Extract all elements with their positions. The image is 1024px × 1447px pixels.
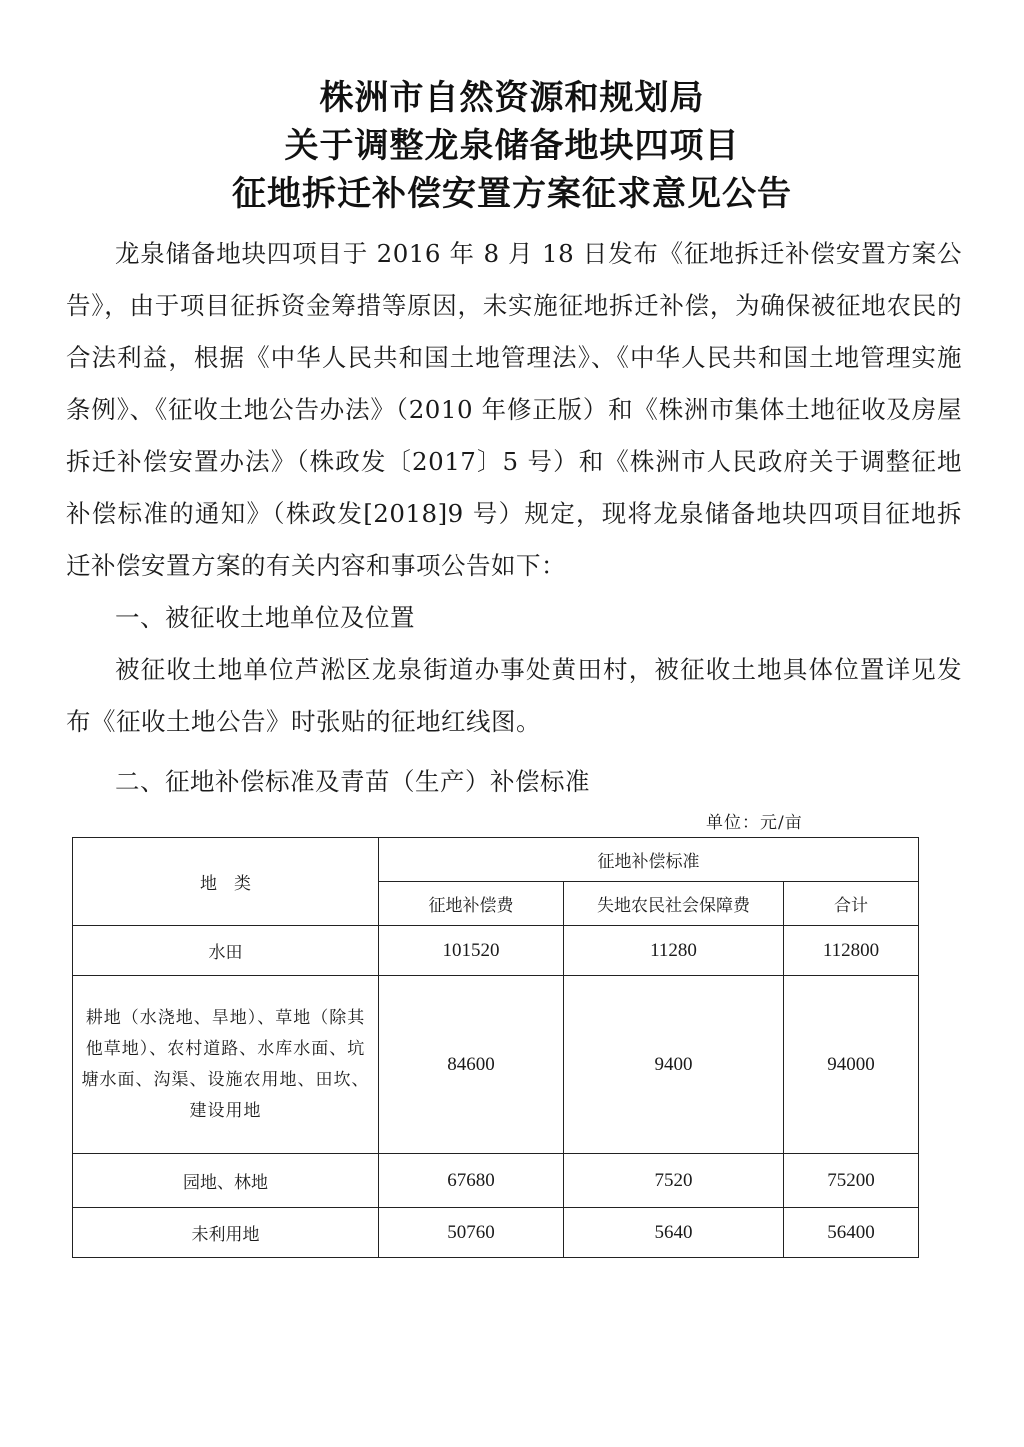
title-line-2: 关于调整龙泉储备地块四项目 bbox=[284, 126, 740, 166]
land-type-cell: 耕地（水浇地、旱地）、草地（除其他草地）、农村道路、水库水面、坑塘水面、沟渠、设施农用地、田坎、建设用地 bbox=[73, 976, 379, 1154]
section-2-heading: 二、征地补偿标准及青苗（生产）补偿标准 bbox=[115, 767, 590, 796]
title-line-1: 株洲市自然资源和规划局 bbox=[319, 78, 705, 118]
header-total: 合计 bbox=[784, 882, 919, 926]
intro-paragraph: 龙泉储备地块四项目于 2016 年 8 月 18 日发布《征地拆迁补偿安置方案公告》，由于项目征拆资金筹措等原因，未实施征地拆迁补偿，为确保被征地农民的合法利益，根据《中华人民共和国土地管理法》、《中华人民共和国土地管理实施条例》、《征收土地公告办法》（2010 年修正版）和《株洲市集体土地征收及房屋拆迁补偿安置办法》（株政发〔2017〕5 号）和《株洲市人民政府关于调整征地补偿标准的通知》（株政发[2018]9 号）规定，现将龙泉储备地块四项目征地拆迁补偿安置方案的有关内容和事项公告如下： bbox=[66, 239, 962, 580]
social-cell: 9400 bbox=[564, 976, 784, 1154]
social-cell: 5640 bbox=[564, 1208, 784, 1258]
table-row bbox=[73, 1154, 919, 1208]
header-land-type: 地 类 bbox=[73, 838, 379, 926]
social-cell: 7520 bbox=[564, 1154, 784, 1208]
table-header-row-1 bbox=[73, 838, 919, 882]
section-1-paragraph: 被征收土地单位芦淞区龙泉街道办事处黄田村，被征收土地具体位置详见发布《征收土地公告》时张贴的征地红线图。 bbox=[66, 655, 962, 736]
fee-cell: 67680 bbox=[379, 1154, 564, 1208]
compensation-table bbox=[72, 837, 919, 1258]
total-cell: 75200 bbox=[784, 1154, 919, 1208]
header-compensation-standard: 征地补偿标准 bbox=[379, 838, 919, 882]
document-title bbox=[0, 74, 1024, 218]
table-row bbox=[73, 976, 919, 1154]
header-social-security-fee: 失地农民社会保障费 bbox=[564, 882, 784, 926]
land-type-cell: 水田 bbox=[73, 926, 379, 976]
fee-cell: 84600 bbox=[379, 976, 564, 1154]
header-compensation-fee: 征地补偿费 bbox=[379, 882, 564, 926]
fee-cell: 101520 bbox=[379, 926, 564, 976]
land-type-cell: 未利用地 bbox=[73, 1208, 379, 1258]
table-row bbox=[73, 1208, 919, 1258]
social-cell: 11280 bbox=[564, 926, 784, 976]
title-line-3: 征地拆迁补偿安置方案征求意见公告 bbox=[232, 174, 792, 214]
total-cell: 94000 bbox=[784, 976, 919, 1154]
document-body bbox=[66, 228, 962, 808]
total-cell: 56400 bbox=[784, 1208, 919, 1258]
unit-label: 单位：元/亩 bbox=[706, 813, 803, 833]
land-type-cell: 园地、林地 bbox=[73, 1154, 379, 1208]
fee-cell: 50760 bbox=[379, 1208, 564, 1258]
total-cell: 112800 bbox=[784, 926, 919, 976]
table-row bbox=[73, 926, 919, 976]
section-1-heading: 一、被征收土地单位及位置 bbox=[115, 603, 415, 632]
